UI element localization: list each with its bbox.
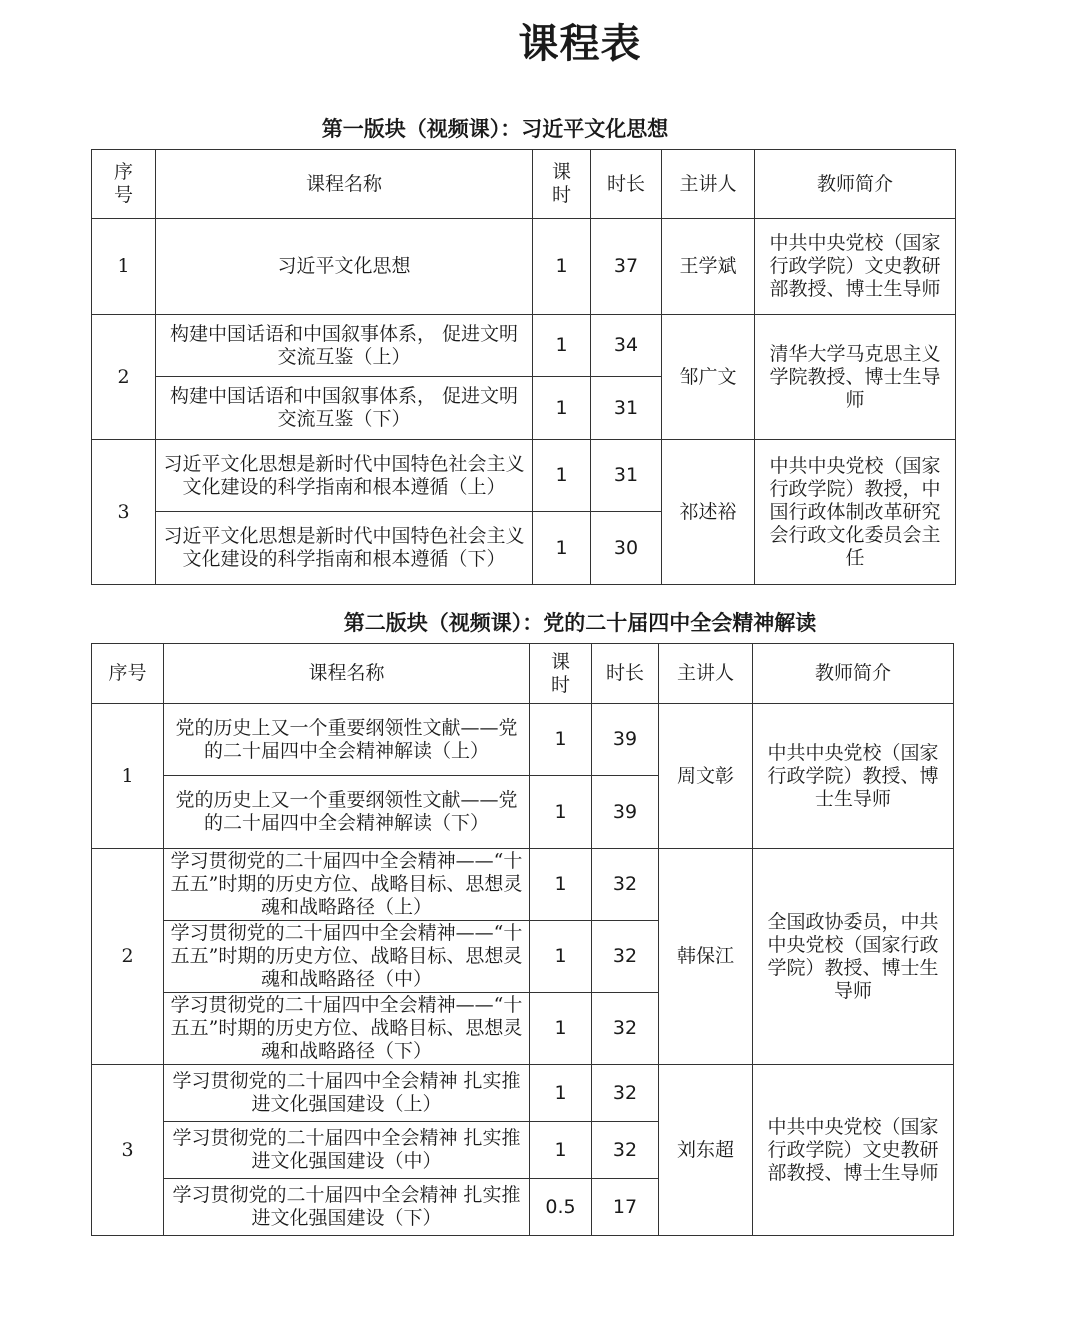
duration-cell: 39 — [592, 704, 659, 776]
lecturer-cell: 祁述裕 — [662, 440, 755, 585]
section-2-title: 第二版块（视频课）：党的二十届四中全会精神解读 — [343, 611, 817, 635]
seq-cell: 1 — [92, 219, 156, 315]
hours-cell: 1 — [530, 921, 592, 993]
duration-cell: 31 — [591, 377, 662, 440]
duration-cell: 31 — [591, 440, 662, 512]
header-lecturer: 主讲人 — [659, 644, 753, 704]
header-hours — [530, 644, 592, 704]
course-name-cell: 党的历史上又一个重要纲领性文献——党的二十届四中全会精神解读（下） — [164, 776, 530, 849]
hours-cell: 1 — [533, 440, 591, 512]
header-bio: 教师简介 — [755, 150, 956, 219]
header-hours-label: 课 时 — [551, 161, 571, 206]
bio-cell: 中共中央党校（国家行政学院）教授，中国行政体制改革研究会行政文化委员会主任 — [755, 440, 956, 585]
header-duration: 时长 — [591, 150, 662, 219]
lecturer-cell: 刘东超 — [659, 1065, 753, 1236]
seq-cell: 3 — [92, 1065, 164, 1236]
hours-cell: 1 — [533, 315, 591, 377]
schedule-table-section-1 — [91, 149, 956, 585]
hours-cell: 1 — [530, 849, 592, 921]
duration-cell: 39 — [592, 776, 659, 849]
hours-cell: 1 — [533, 219, 591, 315]
lecturer-cell: 韩保江 — [659, 849, 753, 1065]
seq-cell: 2 — [92, 849, 164, 1065]
header-course-name: 课程名称 — [156, 150, 533, 219]
header-course-name: 课程名称 — [164, 644, 530, 704]
lecturer-cell: 王学斌 — [662, 219, 755, 315]
bio-cell: 中共中央党校（国家行政学院）教授、博士生导师 — [753, 704, 954, 849]
hours-cell: 0.5 — [530, 1179, 592, 1236]
course-name-cell: 学习贯彻党的二十届四中全会精神 扎实推进文化强国建设（中） — [164, 1122, 530, 1179]
course-name-cell: 学习贯彻党的二十届四中全会精神——“十五五”时期的历史方位、战略目标、思想灵魂和战略路径（下） — [164, 993, 530, 1065]
table-header-row — [92, 150, 956, 219]
duration-cell: 34 — [591, 315, 662, 377]
hours-cell: 1 — [530, 993, 592, 1065]
course-name-cell: 党的历史上又一个重要纲领性文献——党的二十届四中全会精神解读（上） — [164, 704, 530, 776]
seq-cell: 1 — [92, 704, 164, 849]
course-name-cell: 构建中国话语和中国叙事体系， 促进文明交流互鉴（上） — [156, 315, 533, 377]
course-name-cell: 学习贯彻党的二十届四中全会精神 扎实推进文化强国建设（下） — [164, 1179, 530, 1236]
duration-cell: 32 — [592, 1122, 659, 1179]
header-seq-label: 序 号 — [113, 161, 133, 206]
duration-cell: 32 — [592, 849, 659, 921]
lecturer-cell: 邹广文 — [662, 315, 755, 440]
table-row — [92, 219, 956, 315]
section-1-title: 第一版块（视频课）：习近平文化思想 — [321, 117, 669, 141]
header-hours-label: 课 时 — [550, 650, 570, 696]
header-seq — [92, 150, 156, 219]
bio-cell: 全国政协委员，中共中央党校（国家行政学院）教授、博士生导师 — [753, 849, 954, 1065]
header-seq: 序号 — [92, 644, 164, 704]
hours-cell: 1 — [533, 377, 591, 440]
header-duration: 时长 — [592, 644, 659, 704]
header-lecturer: 主讲人 — [662, 150, 755, 219]
hours-cell: 1 — [530, 776, 592, 849]
seq-cell: 2 — [92, 315, 156, 440]
course-name-cell: 习近平文化思想是新时代中国特色社会主义文化建设的科学指南和根本遵循（上） — [156, 440, 533, 512]
table-header-row — [92, 644, 954, 704]
bio-cell: 中共中央党校（国家行政学院）文史教研部教授、博士生导师 — [753, 1065, 954, 1236]
bio-cell: 清华大学马克思主义学院教授、博士生导师 — [755, 315, 956, 440]
course-name-cell: 学习贯彻党的二十届四中全会精神——“十五五”时期的历史方位、战略目标、思想灵魂和战略路径（上） — [164, 849, 530, 921]
table-row — [92, 1065, 954, 1122]
course-name-cell: 学习贯彻党的二十届四中全会精神——“十五五”时期的历史方位、战略目标、思想灵魂和战略路径（中） — [164, 921, 530, 993]
hours-cell: 1 — [530, 704, 592, 776]
schedule-table-section-2 — [91, 643, 954, 1236]
lecturer-cell: 周文彰 — [659, 704, 753, 849]
table-row — [92, 440, 956, 512]
table-row — [92, 315, 956, 377]
table-row — [92, 704, 954, 776]
seq-cell: 3 — [92, 440, 156, 585]
hours-cell: 1 — [530, 1065, 592, 1122]
duration-cell: 32 — [592, 921, 659, 993]
duration-cell: 37 — [591, 219, 662, 315]
hours-cell: 1 — [530, 1122, 592, 1179]
header-hours — [533, 150, 591, 219]
header-bio: 教师简介 — [753, 644, 954, 704]
course-name-cell: 习近平文化思想 — [156, 219, 533, 315]
course-name-cell: 学习贯彻党的二十届四中全会精神 扎实推进文化强国建设（上） — [164, 1065, 530, 1122]
course-name-cell: 习近平文化思想是新时代中国特色社会主义文化建设的科学指南和根本遵循（下） — [156, 512, 533, 585]
duration-cell: 32 — [592, 1065, 659, 1122]
hours-cell: 1 — [533, 512, 591, 585]
table-row — [92, 849, 954, 921]
duration-cell: 32 — [592, 993, 659, 1065]
duration-cell: 30 — [591, 512, 662, 585]
page-title: 课程表 — [518, 21, 642, 67]
course-name-cell: 构建中国话语和中国叙事体系， 促进文明交流互鉴（下） — [156, 377, 533, 440]
duration-cell: 17 — [592, 1179, 659, 1236]
bio-cell: 中共中央党校（国家行政学院）文史教研部教授、博士生导师 — [755, 219, 956, 315]
